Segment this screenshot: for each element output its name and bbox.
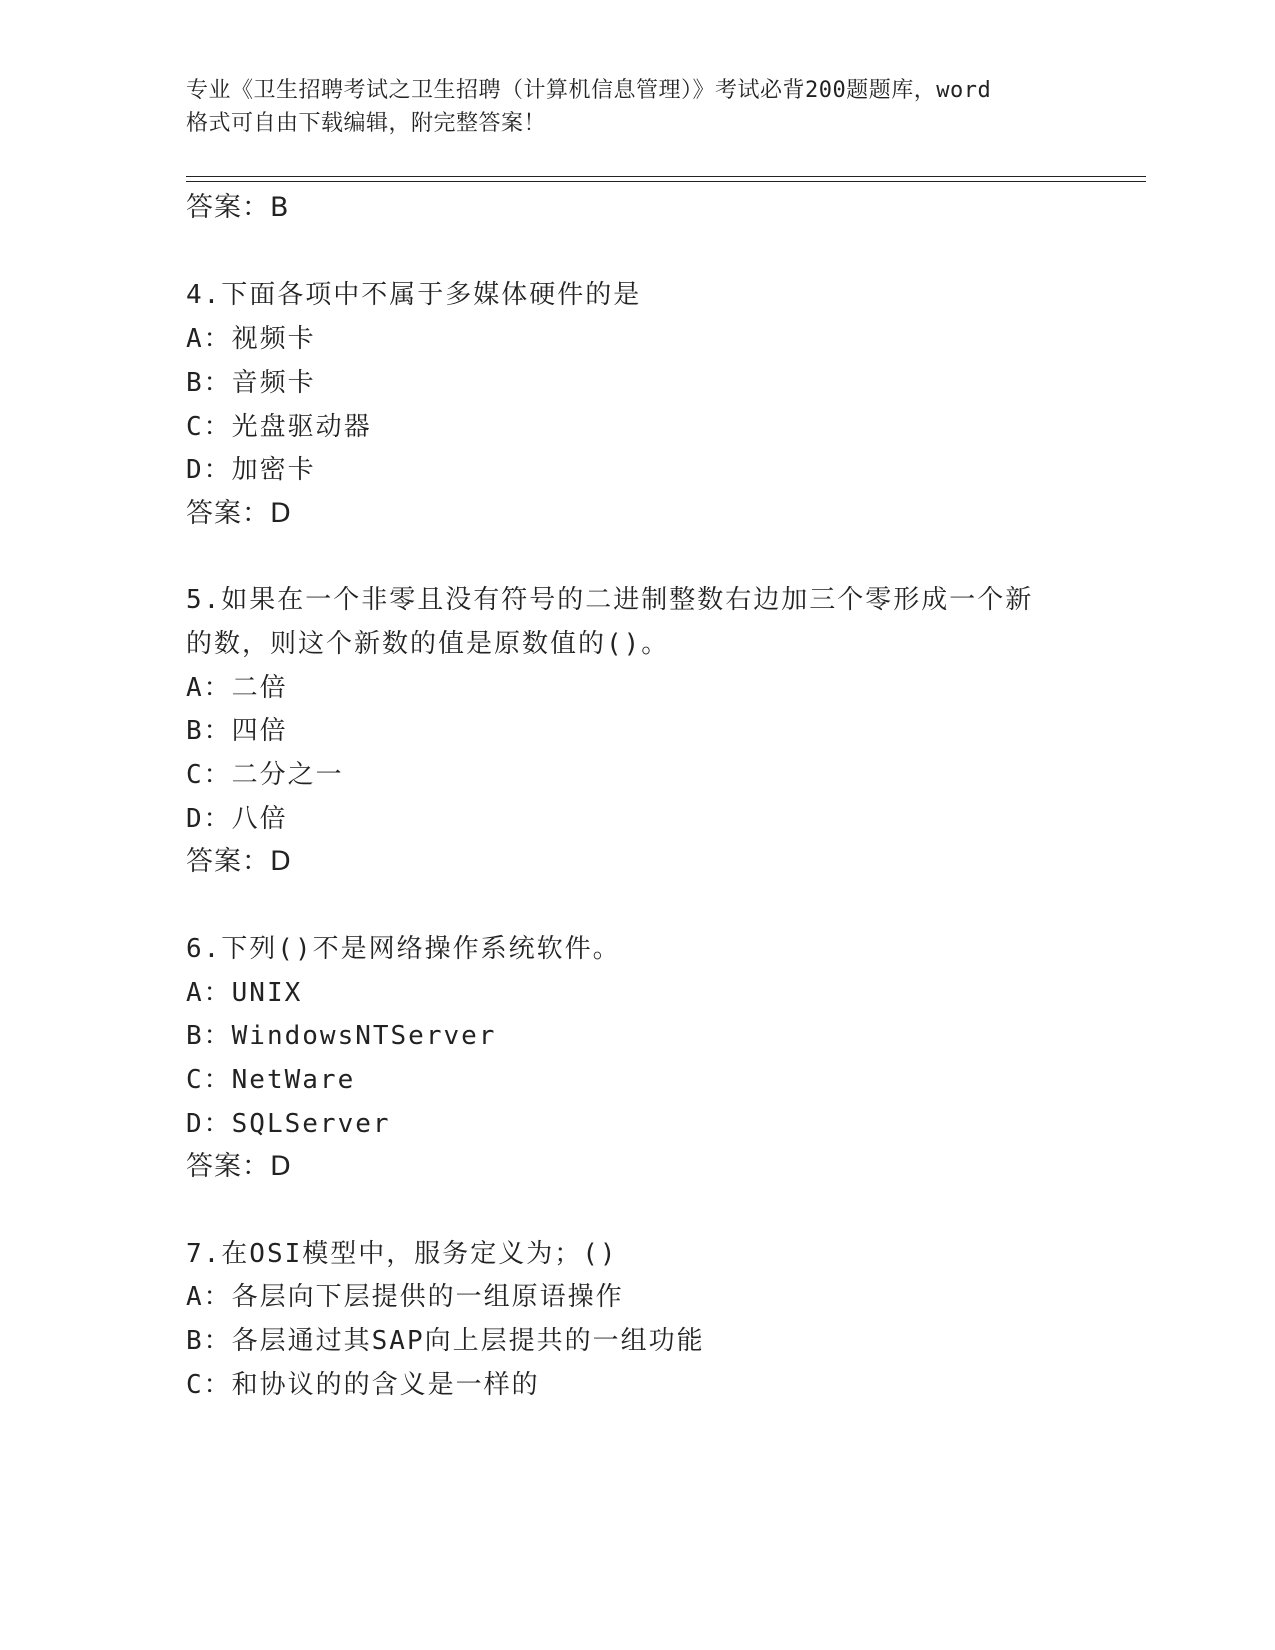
question-5-stem-line-1: 5.如果在一个非零且没有符号的二进制整数右边加三个零形成一个新 [186, 585, 1034, 615]
question-6-option-c: C：NetWare [186, 1065, 356, 1095]
question-7-option-c: C：和协议的的含义是一样的 [186, 1370, 540, 1400]
question-6-option-a: A：UNIX [186, 978, 303, 1008]
question-7-option-a: A：各层向下层提供的一组原语操作 [186, 1282, 624, 1312]
question-4-option-a: A：视频卡 [186, 324, 316, 354]
question-6-answer: 答案：D [186, 1151, 292, 1182]
question-6-stem: 6.下列()不是网络操作系统软件。 [186, 934, 621, 964]
question-6-option-b: B：WindowsNTServer [186, 1021, 497, 1051]
question-5-stem-line-2: 的数，则这个新数的值是原数值的()。 [186, 629, 670, 659]
question-5-option-a: A：二倍 [186, 673, 288, 703]
question-4-option-b: B：音频卡 [186, 368, 316, 398]
header-title-line-2: 格式可自由下载编辑，附完整答案！ [186, 111, 547, 136]
header-divider-bottom [186, 181, 1146, 182]
question-5-answer: 答案：D [186, 846, 292, 877]
question-4-option-d: D：加密卡 [186, 455, 316, 485]
question-5-option-b: B：四倍 [186, 716, 288, 746]
header-title-line-1: 专业《卫生招聘考试之卫生招聘（计算机信息管理）》考试必背200题题库，word [186, 78, 992, 103]
question-6-option-d: D：SQLServer [186, 1109, 391, 1139]
document-header [186, 74, 1086, 140]
question-5-option-d: D：八倍 [186, 804, 288, 834]
question-4-answer: 答案：D [186, 498, 292, 529]
header-divider-top [186, 176, 1146, 177]
question-5-option-c: C：二分之一 [186, 760, 344, 790]
prev-question-answer: 答案：B [186, 192, 290, 223]
question-7-option-b: B：各层通过其SAP向上层提共的一组功能 [186, 1326, 705, 1356]
question-7-stem: 7.在OSI模型中，服务定义为；() [186, 1239, 618, 1269]
question-4-option-c: C：光盘驱动器 [186, 412, 372, 442]
question-4-stem: 4.下面各项中不属于多媒体硬件的是 [186, 280, 642, 310]
